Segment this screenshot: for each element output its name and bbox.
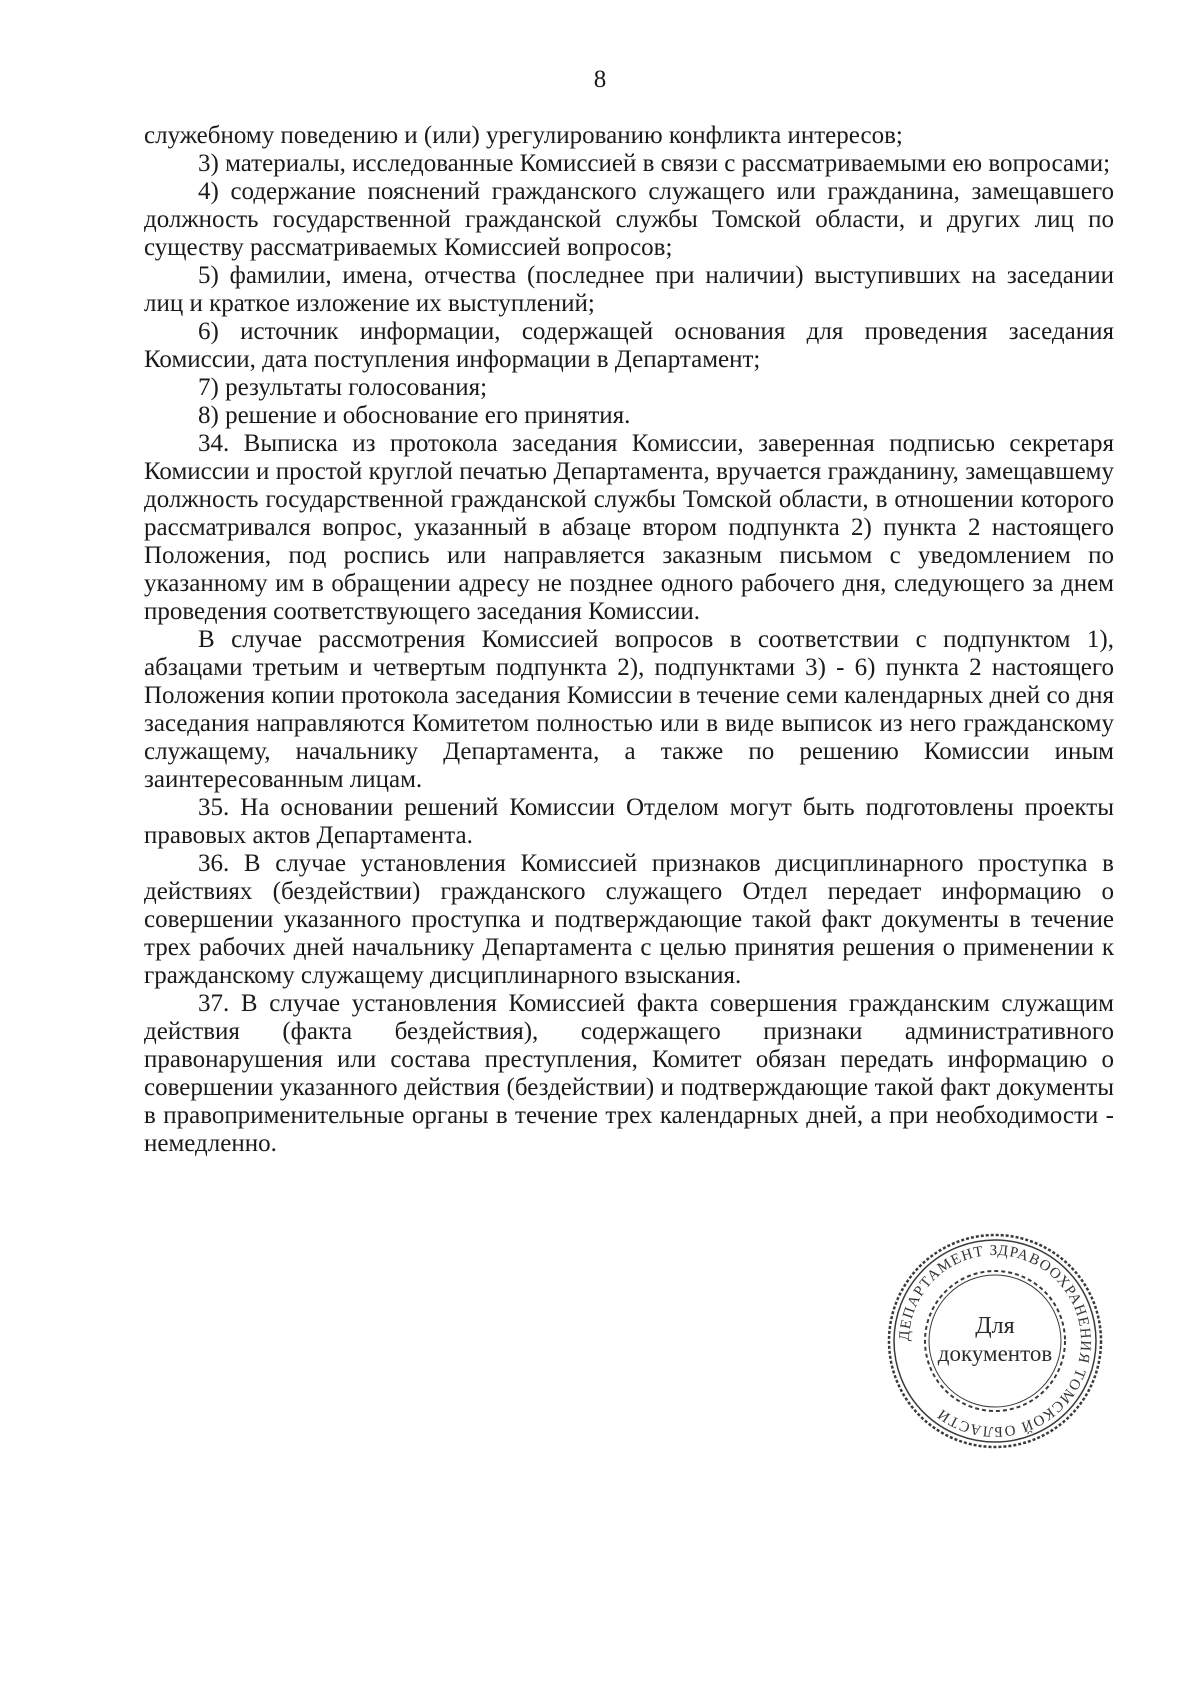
paragraph-item-3: 3) материалы, исследованные Комиссией в связи с рассматриваемыми ею вопросами;: [198, 150, 1111, 177]
paragraph-34: 34. Выписка из протокола заседания Комиссии, заверенная подписью секретаря Комиссии и простой круглой печатью Департамента, вручается гражданину, замещавшему должность государственной гражданской службы Томской области, в отношении которого рассматривался вопрос, указанный в абзаце втором подпункта 2) пункта 2 настоящего Положения, под роспись или направляется заказным письмом с уведомлением по указанному им в обращении адресу не позднее одного рабочего дня, следующего за днем проведения соответствующего заседания Комиссии.: [144, 430, 1114, 625]
paragraph-37: 37. В случае установления Комиссией факта совершения гражданским служащим действия (факта бездействия), содержащего признаки административного правонарушения или состава преступления, Комитет обязан передать информацию о совершении указанного действия (бездействии) и подтверждающие такой факт документы в правоприменительные органы в течение трех календарных дней, а при необходимости - немедленно.: [144, 990, 1114, 1157]
round-seal-stamp: [884, 1230, 1106, 1452]
stamp-center-line-2: документов: [937, 1341, 1053, 1366]
paragraph-item-7: 7) результаты голосования;: [198, 374, 488, 401]
paragraph-item-6: 6) источник информации, содержащей основания для проведения заседания Комиссии, дата поступления информации в Департамент;: [144, 318, 1114, 373]
paragraph-item-5: 5) фамилии, имена, отчества (последнее при наличии) выступивших на заседании лиц и краткое изложение их выступлений;: [144, 262, 1114, 317]
paragraph-continuation: служебному поведению и (или) урегулированию конфликта интересов;: [144, 122, 903, 149]
paragraph-item-4: 4) содержание пояснений гражданского служащего или гражданина, замещавшего должность государственной гражданской службы Томской области, и других лиц по существу рассматриваемых Комиссией вопросов;: [144, 178, 1114, 261]
paragraph-35: 35. На основании решений Комиссии Отделом могут быть подготовлены проекты правовых актов Департамента.: [144, 794, 1114, 849]
document-body: [144, 122, 1114, 1158]
paragraph-36: 36. В случае установления Комиссией признаков дисциплинарного проступка в действиях (бездействии) гражданского служащего Отдел передает информацию о совершении указанного проступка и подтверждающие такой факт документы в течение трех рабочих дней начальнику Департамента с целью принятия решения о применении к гражданскому служащему дисциплинарного взыскания.: [144, 850, 1114, 989]
paragraph-34-second: В случае рассмотрения Комиссией вопросов в соответствии с подпунктом 1), абзацами третьим и четвертым подпункта 2), подпунктами 3) - 6) пункта 2 настоящего Положения копии протокола заседания Комиссии в течение семи календарных дней со дня заседания направляются Комитетом полностью или в виде выписок из него гражданскому служащему, начальнику Департамента, а также по решению Комиссии иным заинтересованным лицам.: [144, 626, 1114, 793]
paragraph-item-8: 8) решение и обоснование его принятия.: [198, 402, 631, 429]
page-number: 8: [593, 66, 607, 93]
stamp-center-line-1: Для: [975, 1313, 1015, 1339]
stamp-ring-text: ДЕПАРТАМЕНТ ЗДРАВООХРАНЕНИЯ ТОМСКОЙ ОБЛАСТИ: [896, 1242, 1094, 1440]
